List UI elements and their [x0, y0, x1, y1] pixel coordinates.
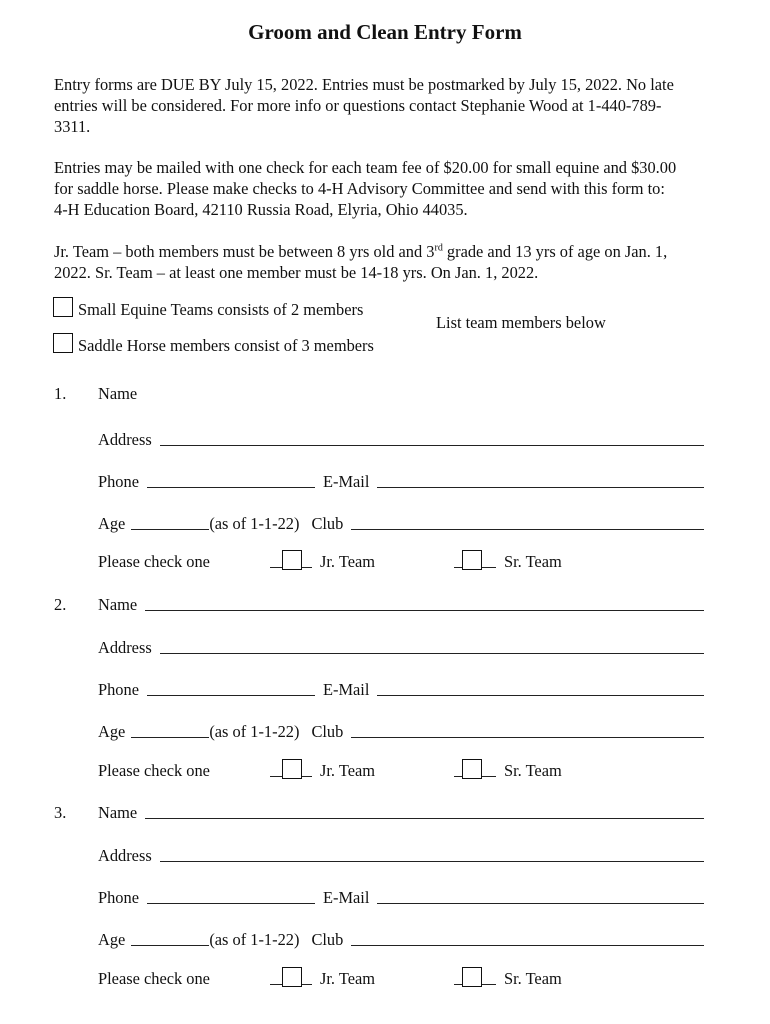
age-note: (as of 1-1-22)	[209, 722, 300, 741]
club-label: Club	[311, 722, 344, 741]
team-check-row	[98, 548, 718, 574]
form-title: Groom and Clean Entry Form	[248, 20, 522, 44]
name-field[interactable]	[145, 818, 704, 819]
jr-team-option	[270, 759, 375, 781]
jr-team-label: Jr. Team	[320, 761, 375, 780]
check-one-label: Please check one	[98, 969, 210, 988]
sr-team-checkbox[interactable]	[462, 967, 482, 987]
email-field[interactable]	[377, 903, 704, 904]
sr-team-label: Sr. Team	[504, 969, 562, 988]
list-note: List team members below	[436, 313, 606, 332]
age-field[interactable]	[131, 529, 209, 530]
age-club-row	[98, 720, 704, 742]
check-one-label: Please check one	[98, 761, 210, 780]
age-club-row	[98, 928, 704, 950]
sr-team-label: Sr. Team	[504, 552, 562, 571]
sr-team-option	[454, 759, 562, 781]
phone-label: Phone	[98, 472, 139, 491]
phone-field[interactable]	[147, 487, 315, 488]
email-field[interactable]	[377, 487, 704, 488]
name-label: Name	[98, 803, 138, 822]
small-equine-checkbox[interactable]	[53, 297, 73, 317]
member-number: 1.	[54, 384, 67, 403]
team-check-row	[98, 757, 718, 783]
jr-team-checkbox[interactable]	[282, 550, 302, 570]
check-one-label: Please check one	[98, 552, 210, 571]
small-equine-option	[53, 300, 363, 320]
club-label: Club	[311, 514, 344, 533]
jr-team-label: Jr. Team	[320, 552, 375, 571]
sr-team-option	[454, 550, 562, 572]
jr-team-label: Jr. Team	[320, 969, 375, 988]
email-label: E-Mail	[322, 888, 370, 907]
phone-email-row	[98, 470, 704, 492]
jr-team-option	[270, 967, 375, 989]
club-field[interactable]	[351, 529, 704, 530]
sr-team-label: Sr. Team	[504, 761, 562, 780]
jr-team-checkbox[interactable]	[282, 759, 302, 779]
name-label: Name	[98, 595, 138, 614]
address-label: Address	[98, 846, 152, 865]
phone-field[interactable]	[147, 903, 315, 904]
phone-email-row	[98, 886, 704, 908]
phone-email-row	[98, 678, 704, 700]
jr-team-checkbox[interactable]	[282, 967, 302, 987]
team-check-row	[98, 965, 718, 991]
phone-label: Phone	[98, 888, 139, 907]
member-number: 2.	[54, 595, 67, 614]
sr-team-checkbox[interactable]	[462, 759, 482, 779]
phone-label: Phone	[98, 680, 139, 699]
age-label: Age	[98, 722, 126, 741]
address-row	[98, 636, 704, 658]
address-field[interactable]	[160, 653, 704, 654]
age-field[interactable]	[131, 945, 209, 946]
email-label: E-Mail	[322, 680, 370, 699]
saddle-horse-label: Saddle Horse members consist of 3 members	[78, 336, 374, 355]
member-number: 3.	[54, 803, 67, 822]
age-label: Age	[98, 930, 126, 949]
sr-team-option	[454, 967, 562, 989]
age-field[interactable]	[131, 737, 209, 738]
email-label: E-Mail	[322, 472, 370, 491]
club-label: Club	[311, 930, 344, 949]
name-label: Name	[98, 384, 138, 403]
address-row	[98, 428, 704, 450]
name-row	[98, 382, 704, 404]
mailing-paragraph: Entries may be mailed with one check for each team fee of $20.00 for small equine and $30.00 for saddle horse. Please make checks to 4-H Advisory Committee and send with this form to: 4-H Education Board, 42110 Russia Road, Elyria, Ohio 44035.	[54, 158, 677, 219]
address-field[interactable]	[160, 445, 704, 446]
email-field[interactable]	[377, 695, 704, 696]
address-field[interactable]	[160, 861, 704, 862]
age-note: (as of 1-1-22)	[209, 930, 300, 949]
address-label: Address	[98, 638, 152, 657]
age-club-row	[98, 512, 704, 534]
club-field[interactable]	[351, 737, 704, 738]
phone-field[interactable]	[147, 695, 315, 696]
name-row	[98, 801, 704, 823]
address-label: Address	[98, 430, 152, 449]
address-row	[98, 844, 704, 866]
age-rules-paragraph: Jr. Team – both members must be between 8 yrs old and 3rd grade and 13 yrs of age on Jan. 1, 2022. Sr. Team – at least one member must be 14-18 yrs. On Jan. 1, 2022.	[54, 242, 668, 282]
club-field[interactable]	[351, 945, 704, 946]
age-note: (as of 1-1-22)	[209, 514, 300, 533]
age-label: Age	[98, 514, 126, 533]
saddle-horse-checkbox[interactable]	[53, 333, 73, 353]
sr-team-checkbox[interactable]	[462, 550, 482, 570]
name-field[interactable]	[145, 610, 704, 611]
name-row	[98, 593, 704, 615]
jr-team-option	[270, 550, 375, 572]
deadline-paragraph: Entry forms are DUE BY July 15, 2022. Entries must be postmarked by July 15, 2022. No late entries will be considered. For more info or questions contact Stephanie Wood at 1-440-789- 3311.	[54, 75, 674, 136]
small-equine-label: Small Equine Teams consists of 2 members	[78, 300, 364, 319]
saddle-horse-option	[53, 336, 374, 356]
